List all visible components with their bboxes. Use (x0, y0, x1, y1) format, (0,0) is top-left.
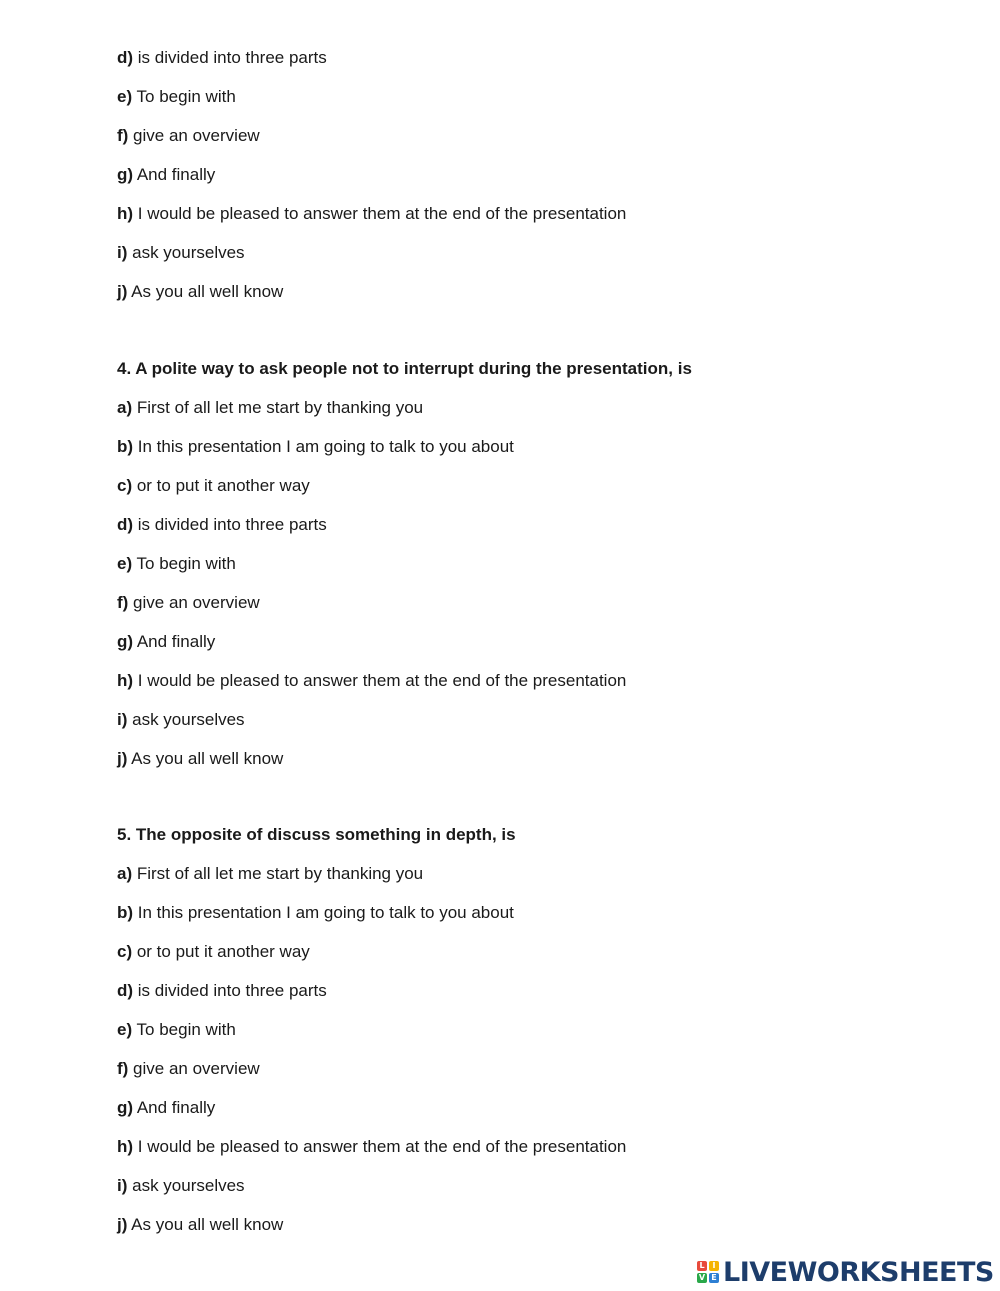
option-letter: d) (117, 515, 134, 534)
option-a (117, 397, 423, 419)
option-text: In this presentation I am going to talk to you about (133, 903, 514, 922)
option-text: give an overview (128, 593, 260, 612)
option-f (117, 125, 260, 147)
option-e (117, 86, 236, 108)
option-letter: g) (117, 165, 134, 184)
option-letter: e) (117, 554, 133, 573)
option-letter: j) (117, 282, 128, 301)
option-letter: g) (117, 1098, 134, 1117)
option-text: I would be pleased to answer them at the end of the presentation (133, 204, 627, 223)
option-text: To begin with (132, 1020, 236, 1039)
option-text: As you all well know (127, 1215, 284, 1234)
option-text: And finally (133, 1098, 216, 1117)
option-letter: i) (117, 1176, 128, 1195)
option-j (117, 1214, 283, 1236)
option-g (117, 1097, 215, 1119)
option-g (117, 164, 215, 186)
option-e (117, 553, 236, 575)
option-letter: i) (117, 710, 128, 729)
liveworksheets-logo (697, 1255, 994, 1289)
option-d (117, 980, 327, 1002)
logo-tile-l: L (697, 1261, 707, 1271)
option-f (117, 592, 260, 614)
option-text: And finally (133, 165, 216, 184)
option-text: As you all well know (127, 749, 284, 768)
option-letter: a) (117, 398, 133, 417)
brand-name: LIVEWORKSHEETS (723, 1256, 994, 1288)
option-letter: b) (117, 903, 134, 922)
logo-tile-e: E (709, 1273, 719, 1283)
option-b (117, 436, 514, 458)
option-letter: f) (117, 1059, 129, 1078)
option-text: is divided into three parts (133, 48, 327, 67)
option-letter: f) (117, 126, 129, 145)
option-d (117, 47, 327, 69)
option-letter: i) (117, 243, 128, 262)
option-letter: d) (117, 981, 134, 1000)
option-letter: f) (117, 593, 129, 612)
option-text: give an overview (128, 1059, 260, 1078)
option-text: or to put it another way (132, 942, 310, 961)
option-text: To begin with (132, 87, 236, 106)
option-letter: j) (117, 749, 128, 768)
option-text: In this presentation I am going to talk to you about (133, 437, 514, 456)
option-text: I would be pleased to answer them at the end of the presentation (133, 671, 627, 690)
option-i (117, 1175, 245, 1197)
option-c (117, 475, 310, 497)
logo-tile-i: I (709, 1261, 719, 1271)
option-letter: a) (117, 864, 133, 883)
option-text: As you all well know (127, 282, 284, 301)
option-letter: h) (117, 204, 134, 223)
option-i (117, 242, 245, 264)
option-text: To begin with (132, 554, 236, 573)
option-h (117, 670, 626, 692)
option-g (117, 631, 215, 653)
option-text: First of all let me start by thanking you (132, 398, 424, 417)
option-text: is divided into three parts (133, 515, 327, 534)
option-j (117, 748, 283, 770)
option-letter: c) (117, 476, 133, 495)
option-letter: g) (117, 632, 134, 651)
option-letter: h) (117, 1137, 134, 1156)
option-f (117, 1058, 260, 1080)
option-text: And finally (133, 632, 216, 651)
logo-tile-v: V (698, 1273, 706, 1282)
option-letter: c) (117, 942, 133, 961)
option-letter: b) (117, 437, 134, 456)
option-text: First of all let me start by thanking you (132, 864, 424, 883)
option-letter: d) (117, 48, 134, 67)
option-letter: j) (117, 1215, 128, 1234)
option-text: I would be pleased to answer them at the end of the presentation (133, 1137, 627, 1156)
question-4-title: 4. A polite way to ask people not to interrupt during the presentation, is (117, 359, 692, 378)
option-text: ask yourselves (127, 710, 245, 729)
option-i (117, 709, 245, 731)
option-e (117, 1019, 236, 1041)
logo-mark-icon (697, 1261, 719, 1283)
option-text: ask yourselves (127, 243, 245, 262)
option-text: ask yourselves (127, 1176, 245, 1195)
option-c (117, 941, 310, 963)
option-text: or to put it another way (132, 476, 310, 495)
option-d (117, 514, 327, 536)
option-letter: e) (117, 87, 133, 106)
option-h (117, 1136, 626, 1158)
option-text: is divided into three parts (133, 981, 327, 1000)
option-letter: e) (117, 1020, 133, 1039)
option-h (117, 203, 626, 225)
question-5-title: 5. The opposite of discuss something in depth, is (117, 825, 516, 844)
option-j (117, 281, 283, 303)
option-a (117, 863, 423, 885)
option-b (117, 902, 514, 924)
option-letter: h) (117, 671, 134, 690)
option-text: give an overview (128, 126, 260, 145)
